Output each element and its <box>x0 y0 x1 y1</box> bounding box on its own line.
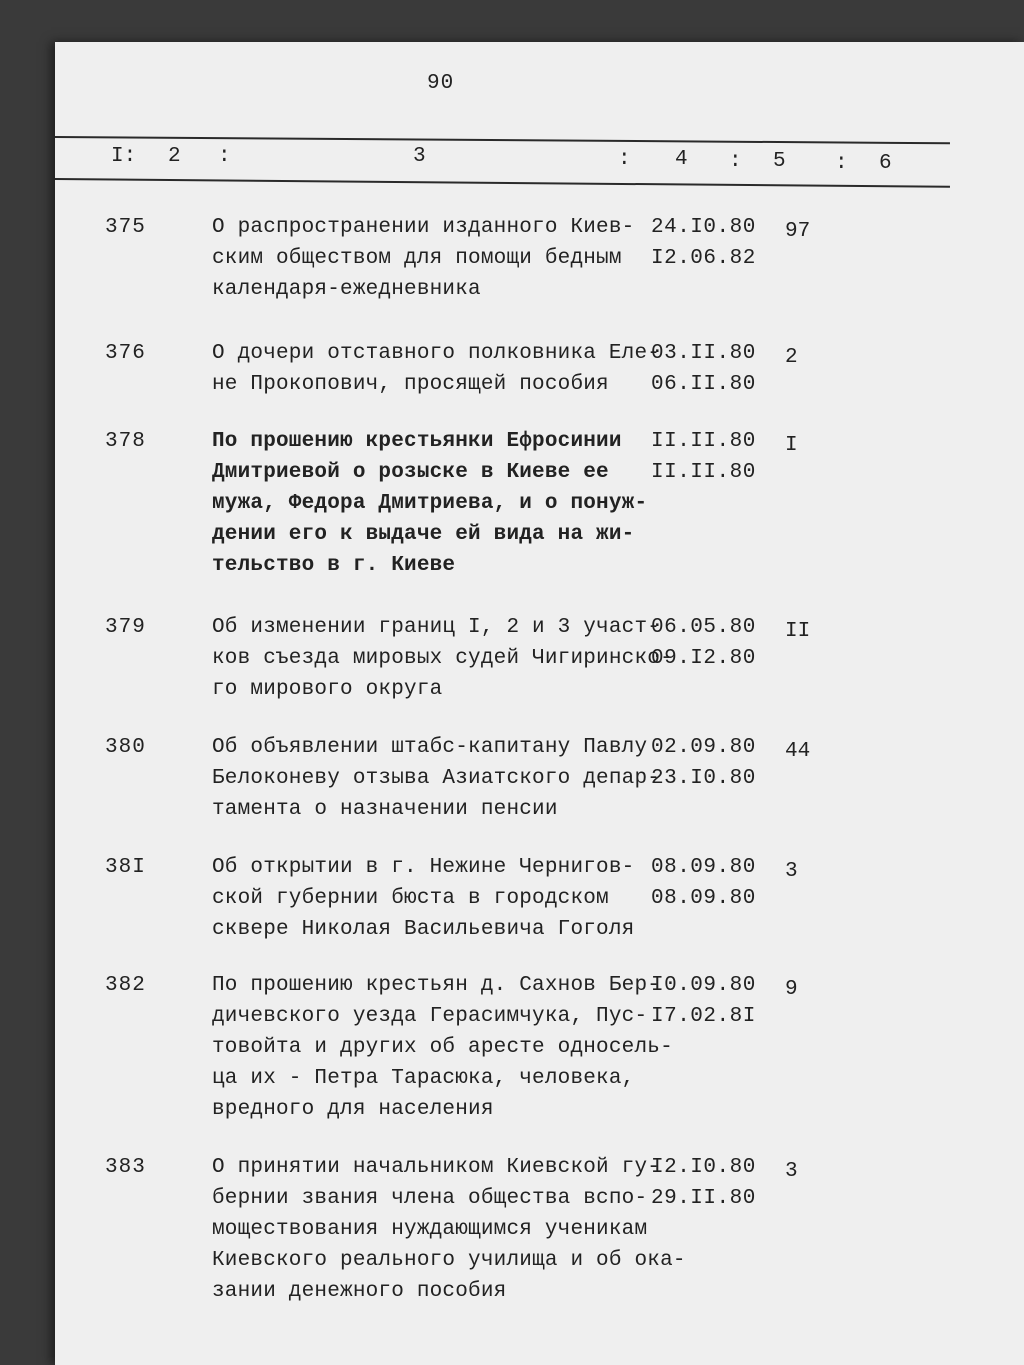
description-line: Об открытии в г. Нежине Чернигов- <box>212 856 635 879</box>
description-line: сквере Николая Васильевича Гоголя <box>212 918 635 941</box>
description-line: ков съезда мировых судей Чигиринско- <box>212 647 673 670</box>
end-date: I7.02.8I <box>651 1005 756 1028</box>
entry-description <box>212 426 652 581</box>
entry-description <box>212 732 661 825</box>
column-separator: : <box>729 150 742 173</box>
column-separator: : <box>618 148 631 171</box>
sheet-count: 3 <box>785 860 798 883</box>
entry-dates <box>651 1152 756 1214</box>
description-line: ца их - Петра Тарасюка, человека, <box>212 1067 635 1090</box>
description-line: О принятии начальником Киевской гу- <box>212 1156 661 1179</box>
description-line: По прошению крестьян д. Сахнов Бер- <box>212 974 661 997</box>
sheet-count: 3 <box>785 1160 798 1183</box>
description-line: По прошению крестьянки Ефросинии <box>212 430 622 453</box>
description-line: ским обществом для помощи бедным <box>212 247 622 270</box>
description-line: вредного для населения <box>212 1098 494 1121</box>
description-line: календаря-ежедневника <box>212 278 481 301</box>
sheet-count: 44 <box>785 740 811 763</box>
entry-dates <box>651 970 756 1032</box>
start-date: I0.09.80 <box>651 974 756 997</box>
end-date: 29.II.80 <box>651 1187 756 1210</box>
end-date: II.II.80 <box>651 461 756 484</box>
sheet-count: 9 <box>785 978 798 1001</box>
entry-dates <box>651 338 756 400</box>
end-date: I2.06.82 <box>651 247 756 270</box>
description-line: мужа, Федора Дмитриева, и о понуж- <box>212 492 648 515</box>
entry-dates <box>651 612 756 674</box>
description-line: О дочери отставного полковника Еле- <box>212 342 661 365</box>
sheet-count: II <box>785 620 811 643</box>
end-date: 09.I2.80 <box>651 647 756 670</box>
document-page <box>55 42 1024 1365</box>
description-line: дичевского уезда Герасимчука, Пус- <box>212 1005 648 1028</box>
entry-description <box>212 852 652 945</box>
entry-description <box>212 338 661 400</box>
entry-dates <box>651 852 756 914</box>
description-line: О распространении изданного Киев- <box>212 216 635 239</box>
entry-dates <box>651 732 756 794</box>
start-date: 08.09.80 <box>651 856 756 879</box>
end-date: 08.09.80 <box>651 887 756 910</box>
entry-dates <box>651 212 756 274</box>
column-5-header: 5 <box>773 150 786 173</box>
column-6-header: 6 <box>879 152 892 175</box>
description-line: моществования нуждающимся ученикам <box>212 1218 648 1241</box>
start-date: 03.II.80 <box>651 342 756 365</box>
end-date: 06.II.80 <box>651 373 756 396</box>
description-line: дении его к выдаче ей вида на жи- <box>212 523 635 546</box>
entry-dates <box>651 426 756 488</box>
sheet-count: I <box>785 434 798 457</box>
column-3-header: 3 <box>413 145 426 168</box>
entry-number: 379 <box>105 616 146 639</box>
column-4-header: 4 <box>675 148 688 171</box>
column-2-header: 2 <box>168 145 181 168</box>
entry-number: 375 <box>105 216 146 239</box>
entry-number: 376 <box>105 342 146 365</box>
entry-description <box>212 612 673 705</box>
end-date: 23.I0.80 <box>651 767 756 790</box>
description-line: зании денежного пособия <box>212 1280 507 1303</box>
description-line: тамента о назначении пенсии <box>212 798 558 821</box>
sheet-count: 97 <box>785 220 811 243</box>
header-bottom-rule <box>55 178 950 188</box>
sheet-count: 2 <box>785 346 798 369</box>
description-line: бернии звания члена общества вспо- <box>212 1187 648 1210</box>
description-line: Об объявлении штабс-капитану Павлу <box>212 736 648 759</box>
entry-number: 378 <box>105 430 146 453</box>
entry-description <box>212 970 673 1125</box>
start-date: 02.09.80 <box>651 736 756 759</box>
column-1-header: I: <box>111 145 137 168</box>
entry-number: 380 <box>105 736 146 759</box>
start-date: 24.I0.80 <box>651 216 756 239</box>
entry-number: 383 <box>105 1156 146 1179</box>
entry-number: 382 <box>105 974 146 997</box>
entry-description <box>212 212 652 305</box>
start-date: II.II.80 <box>651 430 756 453</box>
column-separator: : <box>835 152 848 175</box>
entry-number: 38I <box>105 856 146 879</box>
description-line: Дмитриевой о розыске в Киеве ее <box>212 461 609 484</box>
column-separator: : <box>218 145 231 168</box>
column-header-row <box>55 142 955 175</box>
description-line: Киевского реального училища и об ока- <box>212 1249 686 1272</box>
page-number: 90 <box>427 72 455 95</box>
start-date: I2.I0.80 <box>651 1156 756 1179</box>
description-line: ской губернии бюста в городском <box>212 887 609 910</box>
description-line: Белоконеву отзыва Азиатского депар- <box>212 767 661 790</box>
description-line: го мирового округа <box>212 678 443 701</box>
description-line: тельство в г. Киеве <box>212 554 456 577</box>
description-line: товойта и других об аресте односель- <box>212 1036 673 1059</box>
description-line: не Прокопович, просящей пособия <box>212 373 609 396</box>
description-line: Об изменении границ I, 2 и 3 участ- <box>212 616 661 639</box>
start-date: 06.05.80 <box>651 616 756 639</box>
entry-description <box>212 1152 686 1307</box>
